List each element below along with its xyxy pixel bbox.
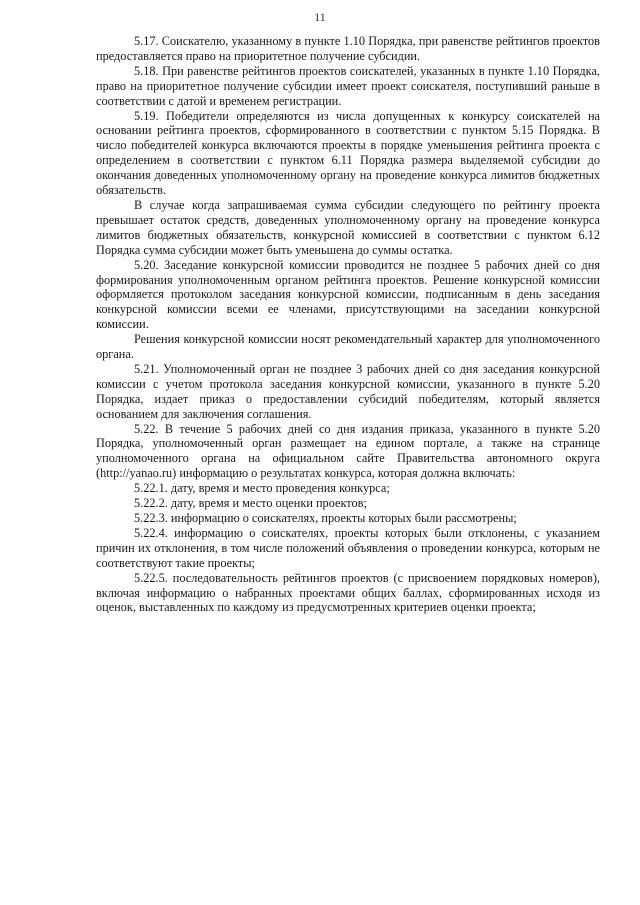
- paragraph-5-22: 5.22. В течение 5 рабочих дней со дня издания приказа, указанного в пункте 5.20 Порядка, уполномоченный орган размещает на едином портале, а также на странице уполномоченного органа на официальном сайте Правительства автономного округа (http://yanao.ru) информацию о результатах конкурса, которая должна включать:: [96, 421, 600, 481]
- page-number: 11: [314, 10, 326, 24]
- paragraph-5-22-3: 5.22.3. информацию о соискателях, проекты которых были рассмотрены;: [134, 511, 517, 525]
- paragraph-5-19: 5.19. Победители определяются из числа допущенных к конкурсу соискателей на основании рейтинга проектов, сформированного в соответствии с пунктом 5.15 Порядка. В число победителей конкурса включаются проекты в порядке уменьшения рейтинга проекта с определением в соответствии с пунктом 6.11 Порядка размера выделяемой субсидии до окончания доведенных уполномоченному органу на проведение конкурса лимитов бюджетных обязательств.: [96, 108, 600, 198]
- paragraph-5-17: 5.17. Соискателю, указанному в пункте 1.10 Порядка, при равенстве рейтингов проектов предоставляется право на приоритетное получение субсидии.: [96, 34, 600, 63]
- paragraph-5-22-4: 5.22.4. информацию о соискателях, проекты которых были отклонены, с указанием причин их отклонения, в том числе положений объявления о проведении конкурса, которым не соответствуют такие проекты;: [96, 525, 600, 570]
- blank-area: [0, 764, 640, 905]
- page-body: [96, 34, 600, 615]
- paragraph-5-18: 5.18. При равенстве рейтингов проектов соискателей, указанных в пункте 1.10 Порядка, право на приоритетное получение субсидии имеет проект соискателя, поступивший раньше в соответствии с датой и временем регистрации.: [96, 63, 600, 108]
- paragraph-5-19-note: В случае когда запрашиваемая сумма субсидии следующего по рейтингу проекта превышает остаток средств, доведенных уполномоченному органу на проведение конкурса лимитов бюджетных обязательств, конкурсной комиссией в соответствии с пунктом 6.12 Порядка сумма субсидии может быть уменьшена до суммы остатка.: [96, 197, 600, 257]
- paragraph-5-22-5: 5.22.5. последовательность рейтингов проектов (с присвоением порядковых номеров), включая информацию о набранных проектами общих баллах, сформированных исходя из оценок, выставленных по каждому из предусмотренных критериев оценки проекта;: [96, 570, 600, 615]
- paragraph-5-22-2: 5.22.2. дату, время и место оценки проектов;: [134, 496, 367, 511]
- paragraph-5-20-note: Решения конкурсной комиссии носят рекомендательный характер для уполномоченного органа.: [96, 332, 600, 362]
- paragraph-5-21: 5.21. Уполномоченный орган не позднее 3 рабочих дней со дня заседания конкурсной комиссии с учетом протокола заседания конкурсной комиссии, указанного в пункте 5.20 Порядка, издает приказ о предоставлении субсидий победителям, который является основанием для заключения соглашения.: [96, 361, 600, 421]
- paragraph-5-20: 5.20. Заседание конкурсной комиссии проводится не позднее 5 рабочих дней со дня формирования уполномоченным органом рейтинга проектов. Решение конкурсной комиссии оформляется протоколом заседания конкурсной комиссии, подписанным в день заседания конкурсной комиссии всеми ее членами, присутствующими на заседании конкурсной комиссии.: [96, 257, 600, 332]
- paragraph-5-22-1: 5.22.1. дату, время и место проведения конкурса;: [134, 481, 390, 496]
